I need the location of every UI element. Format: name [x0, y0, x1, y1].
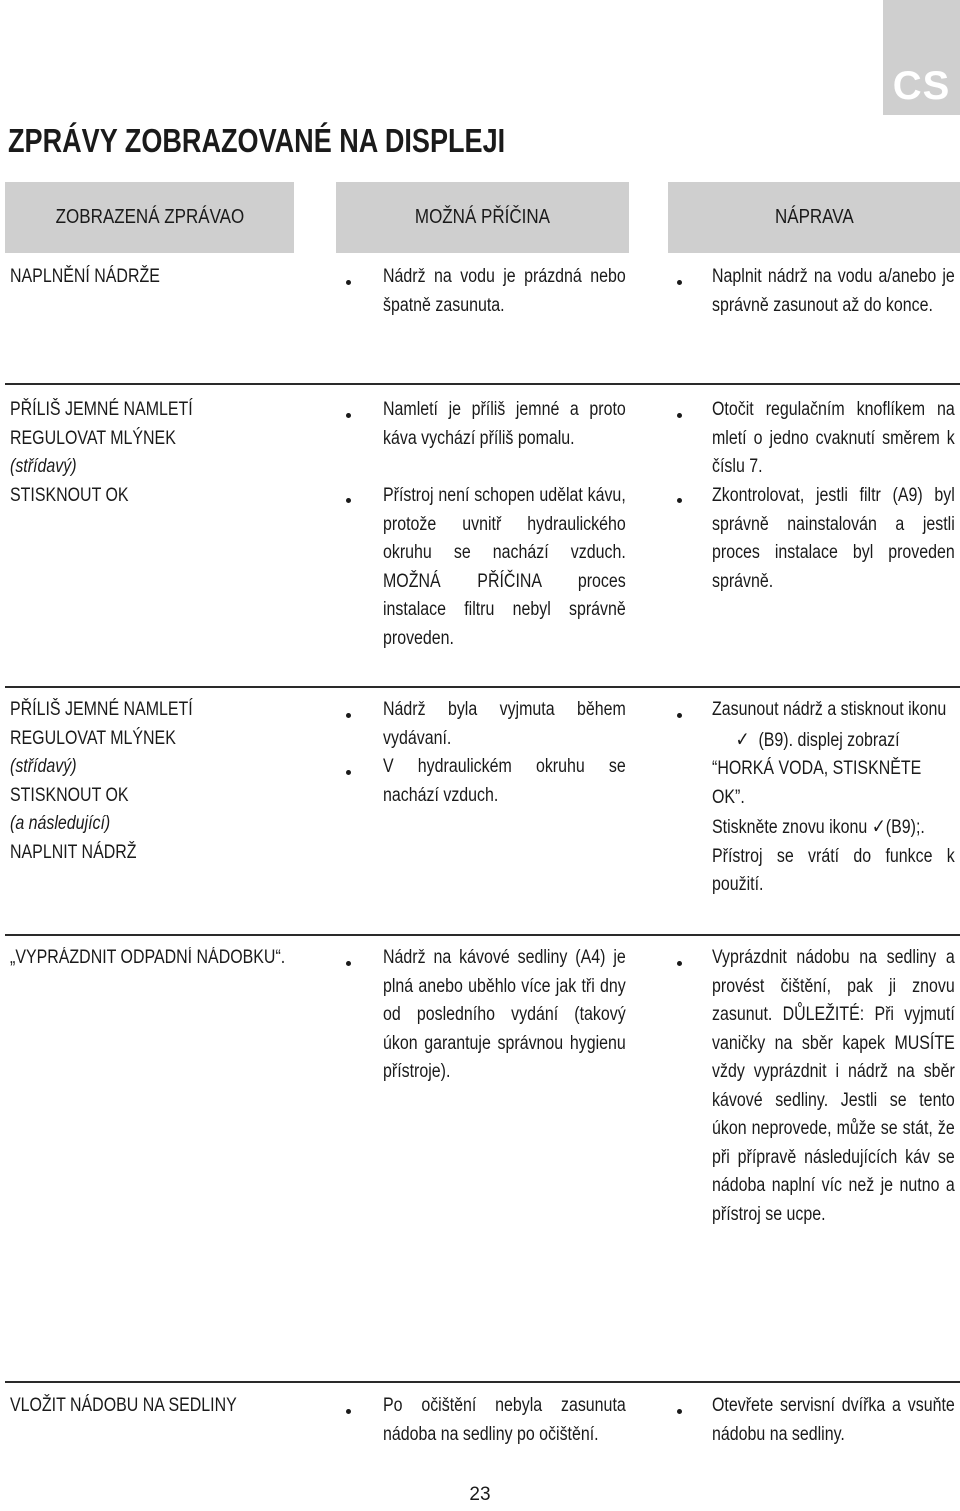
bullet-icon [346, 498, 351, 503]
bullet-icon [677, 1409, 682, 1414]
row-divider [5, 383, 960, 385]
header-cause [336, 182, 629, 253]
row-2-cause-1: Namletí je příliš jemné a proto káva vychází příliš pomalu. [383, 399, 626, 449]
row-5-remedy-1: Otevřete servisní dvířka a vsuňte nádobu na sedliny. [712, 1395, 955, 1445]
row-3-message [10, 696, 310, 867]
row-5-message [10, 1392, 310, 1421]
bullet-icon [677, 713, 682, 718]
header-remedy [668, 182, 960, 253]
remedy-line: Přístroj se vrátí do funkce k použití. [712, 845, 955, 895]
message-line: (střídavý) [10, 756, 77, 777]
remedy-line: Zasunout nádrž a stisknout ikonu [712, 699, 947, 720]
row-3-cause-1: Nádrž byla vyjmuta během vydávaní. [383, 699, 626, 749]
message-line: STISKNOUT OK [10, 484, 129, 506]
row-1-remedy-1: Naplnit nádrž na vodu a/anebo je správně zasunout až do konce. [712, 266, 955, 316]
remedy-text: Stiskněte znovu ikonu [712, 817, 868, 838]
header-remedy-label: NÁPRAVA [774, 206, 854, 228]
row-divider [5, 1381, 960, 1383]
bullet-icon [346, 770, 351, 775]
row-2-remedy-1: Otočit regulačním knoflíkem na mletí o jedno cvaknutí směrem k číslu 7. [712, 399, 955, 477]
row-5-cause-1: Po očištění nebyla zasunuta nádoba na sedliny po očištění. [383, 1395, 626, 1445]
message-line: (a následující) [10, 813, 111, 834]
bullet-icon [677, 413, 682, 418]
bullet-icon [346, 713, 351, 718]
page-title: ZPRÁVY ZOBRAZOVANÉ NA DISPLEJI [8, 122, 506, 159]
message-line: PŘÍLIŠ JEMNÉ NAMLETÍ [10, 699, 193, 720]
row-1-message [10, 263, 310, 292]
message-line: VLOŽIT NÁDOBU NA SEDLINY [10, 1395, 237, 1416]
check-icon: ✓ [871, 814, 886, 838]
page-number: 23 [469, 1484, 491, 1505]
remedy-line [712, 812, 955, 843]
row-3-remedy-1 [712, 696, 960, 900]
message-line: (střídavý) [10, 456, 77, 477]
row-3-cause-2: V hydraulickém okruhu se nachází vzduch. [383, 756, 626, 806]
row-4-remedy-1: Vyprázdnit nádobu na sedliny a provést čištění, pak ji znovu zasunut. DŮLEŽITÉ: Při vyjmutí vaničky na sběr kapek MUSÍTE vždy vyprázdnit i nádrž na sběr kávové sedliny. Jestli se tento úkon neprovede, může se stát, že při přípravě následujících káv se nádoba naplní víc než je nutno a přístroj se ucpe. [712, 947, 955, 1225]
row-4-cause-1: Nádrž na kávové sedliny (A4) je plná anebo uběhlo více jak tři dny od posledního vydání (takový úkon garantuje správnou hygienu přístroje). [383, 947, 626, 1082]
remedy-text: (B9);. [885, 817, 925, 838]
remedy-line [712, 725, 955, 756]
bullet-icon [677, 280, 682, 285]
message-line: REGULOVAT MLÝNEK [10, 427, 176, 449]
row-divider [5, 686, 960, 688]
remedy-text: (B9). displej zobrazí [758, 729, 900, 751]
row-1-cause-1: Nádrž na vodu je prázdná nebo špatně zasunuta. [383, 266, 626, 316]
message-line: STISKNOUT OK [10, 784, 129, 806]
message-line: REGULOVAT MLÝNEK [10, 727, 176, 749]
header-cause-label: MOŽNÁ PŘÍČINA [414, 206, 551, 228]
row-2-remedy-2: Zkontrolovat, jestli filtr (A9) byl správně nainstalován a jestli proces instalace byl proveden správně. [712, 485, 955, 592]
check-icon: ✓ [735, 726, 750, 751]
bullet-icon [346, 413, 351, 418]
bullet-icon [346, 280, 351, 285]
bullet-icon [346, 961, 351, 966]
message-line: PŘÍLIŠ JEMNÉ NAMLETÍ [10, 399, 193, 420]
header-message [5, 182, 294, 253]
header-message-label: ZOBRAZENÁ ZPRÁVAO [55, 206, 244, 228]
message-line: NAPLNĚNÍ NÁDRŽE [10, 266, 160, 287]
row-divider [5, 934, 960, 936]
message-line: NAPLNIT NÁDRŽ [10, 841, 137, 863]
bullet-icon [677, 961, 682, 966]
row-2-message [10, 396, 310, 510]
language-tab: CS [883, 0, 960, 115]
row-4-message [10, 944, 310, 973]
bullet-icon [346, 1409, 351, 1414]
remedy-line: “HORKÁ VODA, STISKNĚTE OK”. [712, 758, 922, 808]
bullet-icon [677, 498, 682, 503]
row-2-cause-2: Přístroj není schopen udělat kávu, protože uvnitř hydraulického okruhu se nachází vzduch. MOŽNÁ PŘÍČINA proces instalace filtru nebyl správně proveden. [383, 485, 626, 649]
message-line: „VYPRÁZDNIT ODPADNÍ NÁDOBKU“. [10, 947, 286, 968]
